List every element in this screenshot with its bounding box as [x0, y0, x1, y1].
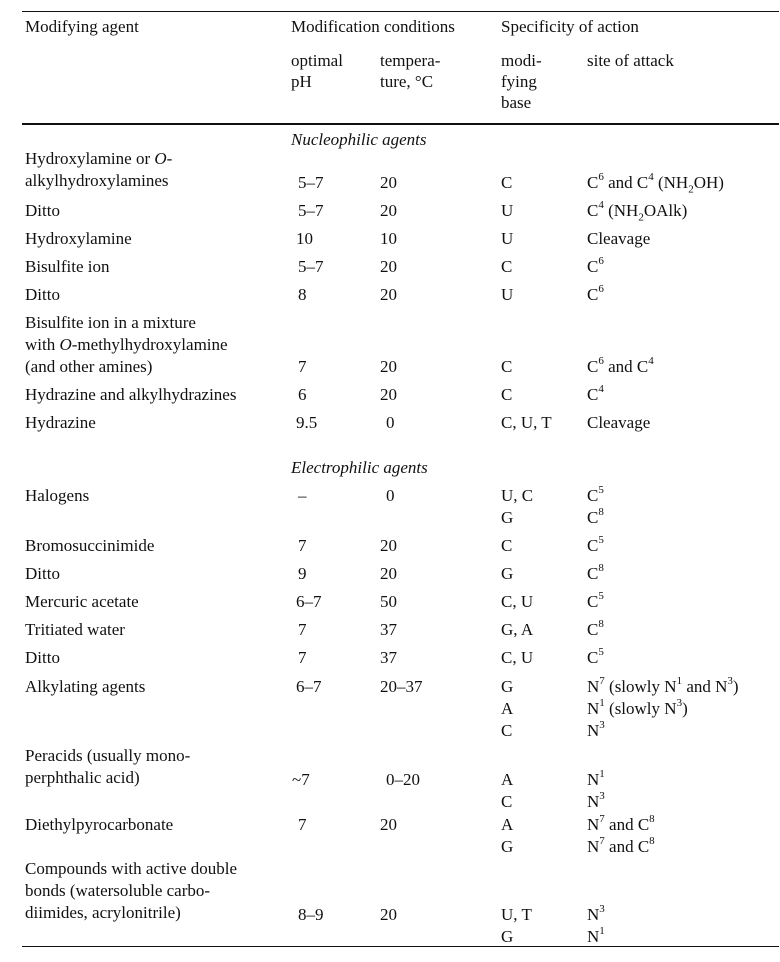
- modifying-base: G, A: [501, 620, 534, 639]
- modifying-base: C: [501, 257, 513, 276]
- header-modification-conditions: Modification conditions: [291, 17, 455, 36]
- temperature-value: 50: [380, 592, 397, 611]
- temperature-value: 0: [386, 413, 395, 432]
- temperature-value: 20: [380, 173, 397, 192]
- agent-name: Halogens: [25, 486, 90, 505]
- temperature-value: 20: [380, 564, 397, 583]
- agent-name: Bisulfite ion: [25, 257, 110, 276]
- modifying-base: C: [501, 385, 513, 404]
- modifying-base: A: [501, 699, 514, 718]
- site-of-attack: $C^6$: [587, 283, 604, 304]
- header-optimal-ph: pH: [291, 72, 312, 91]
- agent-name: alkylhydroxylamines: [25, 171, 169, 190]
- modifying-base: C: [501, 173, 513, 192]
- header-bottom-rule: [22, 123, 779, 125]
- site-of-attack: $C^4$ $(NH_2OAlk)$: [587, 199, 688, 224]
- ph-value: 6–7: [296, 592, 322, 611]
- site-of-attack: $N^7$ (slowly $N^1$ and $N^3$): [587, 675, 739, 696]
- agent-name: Alkylating agents: [25, 677, 146, 696]
- header-modifying-agent: Modifying agent: [25, 17, 139, 36]
- temperature-value: 20: [380, 905, 397, 924]
- agent-name: Bisulfite ion in a mixture: [25, 313, 196, 332]
- ph-value: 5–7: [298, 173, 324, 192]
- bottom-rule: [22, 946, 779, 947]
- temperature-value: 20–37: [380, 677, 423, 696]
- modifying-base: U, C: [501, 486, 534, 505]
- header-temperature: ture, °C: [380, 72, 434, 91]
- ph-value: 7: [298, 357, 307, 376]
- ph-value: 6: [298, 385, 307, 404]
- modifying-base: U: [501, 285, 514, 304]
- ph-value: 7: [298, 648, 307, 667]
- site-of-attack: $N^1$ (slowly $N^3$): [587, 697, 688, 718]
- agent-name: Mercuric acetate: [25, 592, 139, 611]
- header-site-of-attack: site of attack: [587, 51, 674, 70]
- modifying-base: A: [501, 815, 514, 834]
- agent-name: perphthalic acid): [25, 768, 140, 787]
- modifying-base: U: [501, 229, 514, 248]
- temperature-value: 37: [380, 620, 397, 639]
- ph-value: 5–7: [298, 201, 324, 220]
- temperature-value: 20: [380, 357, 397, 376]
- agent-name: Ditto: [25, 648, 60, 667]
- header-temperature: tempera-: [380, 51, 441, 70]
- ph-value: 5–7: [298, 257, 324, 276]
- ph-value: 7: [298, 815, 307, 834]
- modifying-base: C, U: [501, 648, 534, 667]
- temperature-value: 0–20: [386, 770, 420, 789]
- agent-name: Ditto: [25, 564, 60, 583]
- temperature-value: 0: [386, 486, 395, 505]
- modifying-base: C: [501, 721, 513, 740]
- modifying-base: U: [501, 201, 514, 220]
- agent-name: Diethylpyrocarbonate: [25, 815, 174, 834]
- header-modifying-base: fying: [501, 72, 537, 91]
- agent-name: Bromosuccinimide: [25, 536, 155, 555]
- ph-value: –: [298, 486, 307, 505]
- modifying-base: A: [501, 770, 514, 789]
- ph-value: 7: [298, 620, 307, 639]
- header-modifying-base: base: [501, 93, 532, 112]
- header-optimal-ph: optimal: [291, 51, 343, 70]
- site-of-attack: $C^6$: [587, 255, 604, 276]
- site-of-attack: $C^4$: [587, 383, 604, 404]
- modifying-base: G: [501, 508, 514, 527]
- ph-value: 8: [298, 285, 307, 304]
- modifying-base: C, U, T: [501, 413, 552, 432]
- agent-name: Compounds with active double: [25, 859, 238, 878]
- site-of-attack: $C^6$ and $C^4$: [587, 355, 654, 376]
- agent-name: Tritiated water: [25, 620, 125, 639]
- agent-name: Hydroxylamine or O-: [25, 149, 173, 168]
- agent-name: Hydrazine and alkylhydrazines: [25, 385, 237, 404]
- site-of-attack: $C^5$: [587, 590, 604, 611]
- modifying-base: G: [501, 927, 514, 946]
- temperature-value: 20: [380, 257, 397, 276]
- temperature-value: 20: [380, 285, 397, 304]
- modifying-base: C: [501, 536, 513, 555]
- agent-name: bonds (watersoluble carbo-: [25, 881, 211, 900]
- site-of-attack: $C^8$: [587, 562, 604, 583]
- site-of-attack: $N^3$: [587, 719, 605, 740]
- ph-value: 7: [298, 536, 307, 555]
- section-nucleophilic: Nucleophilic agents: [291, 130, 427, 149]
- temperature-value: 20: [380, 201, 397, 220]
- top-rule: [22, 11, 779, 12]
- site-of-attack: $N^1$: [587, 768, 605, 789]
- site-of-attack: $N^7$ and $C^8$: [587, 813, 655, 834]
- site-of-attack: $C^8$: [587, 618, 604, 639]
- agent-name: Hydroxylamine: [25, 229, 132, 248]
- modifying-base: G: [501, 564, 514, 583]
- modifying-base: G: [501, 677, 514, 696]
- temperature-value: 20: [380, 385, 397, 404]
- section-electrophilic: Electrophilic agents: [291, 458, 428, 477]
- site-of-attack: Cleavage: [587, 229, 651, 248]
- ph-value: 10: [296, 229, 313, 248]
- site-of-attack: $N^1$: [587, 925, 605, 946]
- agent-name: with O-methylhydroxylamine: [25, 335, 228, 354]
- modifying-base: G: [501, 837, 514, 856]
- site-of-attack: $C^6$ and $C^4$ $(NH_2OH)$: [587, 171, 724, 196]
- ph-value: ~7: [292, 770, 310, 789]
- site-of-attack: $C^8$: [587, 506, 604, 527]
- temperature-value: 10: [380, 229, 397, 248]
- agent-name: Peracids (usually mono-: [25, 746, 191, 765]
- header-modifying-base: modi-: [501, 51, 542, 70]
- site-of-attack: $C^5$: [587, 646, 604, 667]
- agent-name: Ditto: [25, 201, 60, 220]
- site-of-attack: Cleavage: [587, 413, 651, 432]
- ph-value: 6–7: [296, 677, 322, 696]
- site-of-attack: $C^5$: [587, 534, 604, 555]
- modifying-base: C, U: [501, 592, 534, 611]
- modifying-base: C: [501, 792, 513, 811]
- modifying-base: U, T: [501, 905, 532, 924]
- temperature-value: 37: [380, 648, 397, 667]
- agent-name: Hydrazine: [25, 413, 96, 432]
- ph-value: 8–9: [298, 905, 324, 924]
- agent-name: Ditto: [25, 285, 60, 304]
- modifying-base: C: [501, 357, 513, 376]
- agent-name: diimides, acrylonitrile): [25, 903, 181, 922]
- site-of-attack: $N^3$: [587, 903, 605, 924]
- site-of-attack: $C^5$: [587, 484, 604, 505]
- temperature-value: 20: [380, 536, 397, 555]
- temperature-value: 20: [380, 815, 397, 834]
- ph-value: 9: [298, 564, 307, 583]
- ph-value: 9.5: [296, 413, 318, 432]
- agent-name: (and other amines): [25, 357, 153, 376]
- site-of-attack: $N^3$: [587, 790, 605, 811]
- header-specificity: Specificity of action: [501, 17, 639, 36]
- site-of-attack: $N^7$ and $C^8$: [587, 835, 655, 856]
